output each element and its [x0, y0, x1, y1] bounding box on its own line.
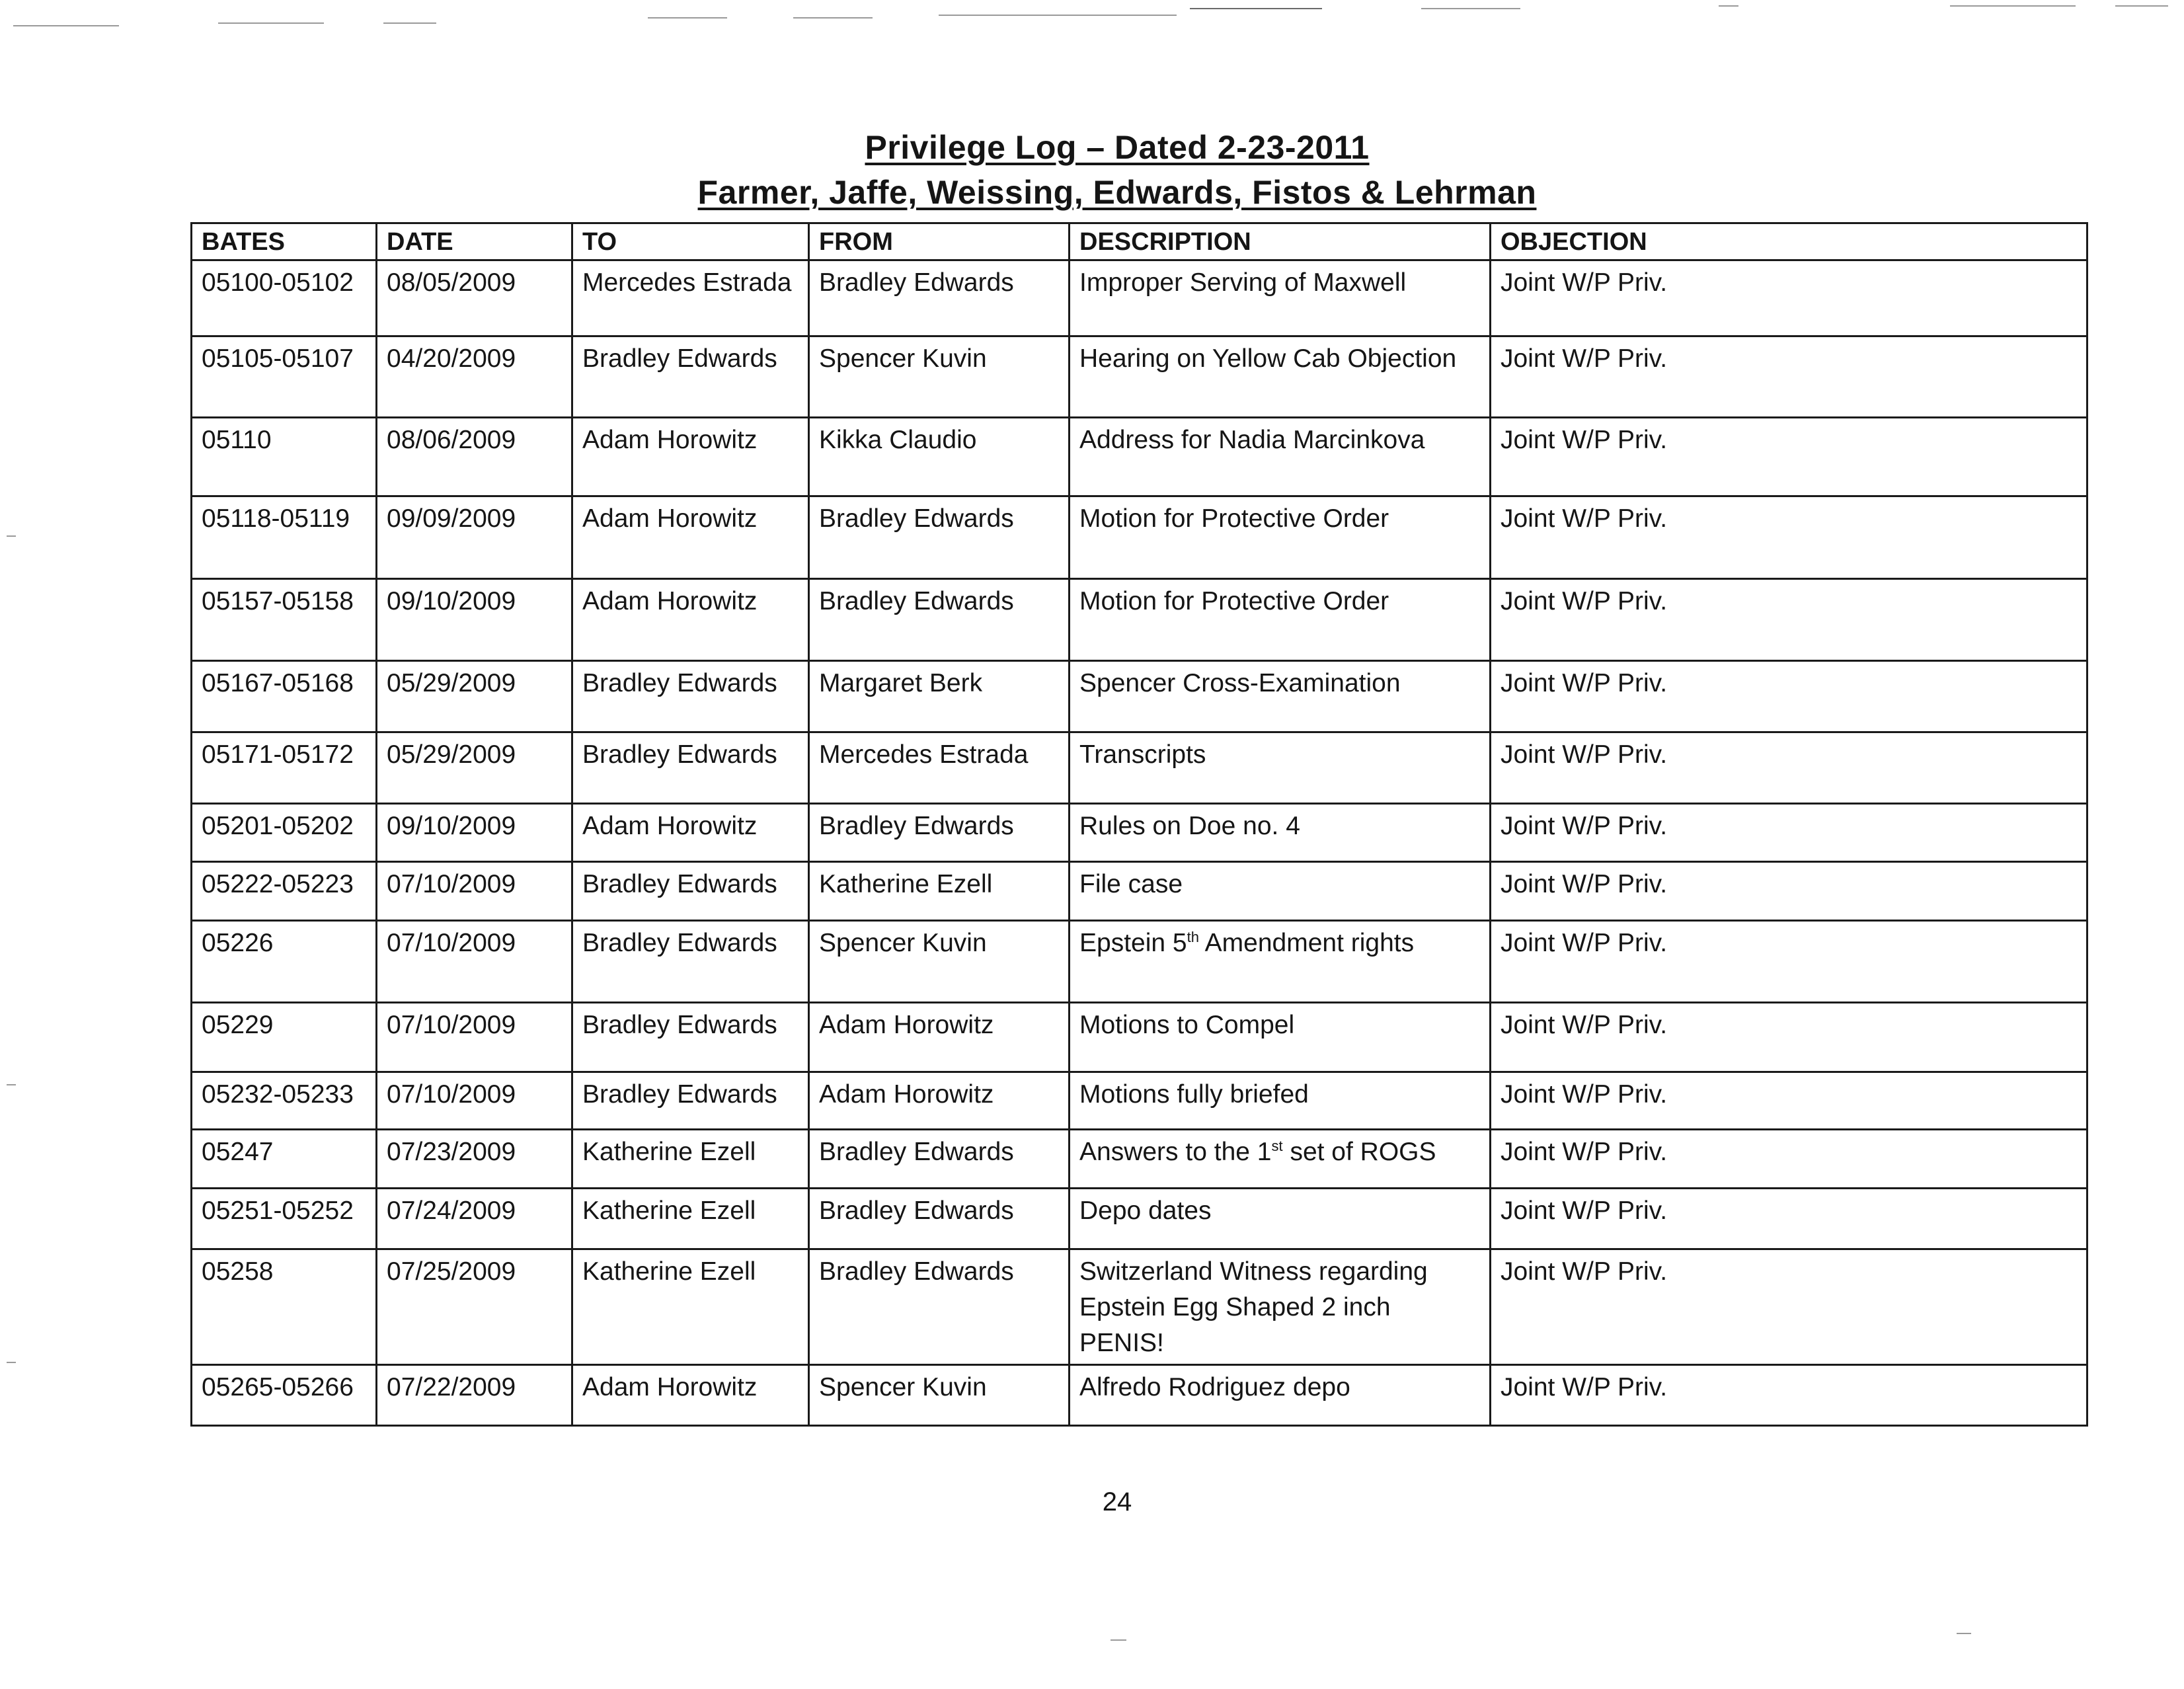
table-row [192, 496, 2087, 579]
cell-from: Bradley Edwards [809, 579, 1070, 661]
page-subtitle-text: Farmer, Jaffe, Weissing, Edwards, Fistos & Lehrman [697, 174, 1537, 211]
table-row [192, 921, 2087, 1003]
cell-from: Spencer Kuvin [809, 921, 1070, 1003]
cell-from: Bradley Edwards [809, 260, 1070, 336]
cell-bates: 05222-05223 [192, 862, 377, 921]
cell-to: Bradley Edwards [572, 1072, 809, 1130]
cell-to: Bradley Edwards [572, 1003, 809, 1072]
scan-artifact [13, 25, 119, 26]
cell-description: Transcripts [1070, 732, 1491, 804]
cell-to: Adam Horowitz [572, 496, 809, 579]
cell-objection: Joint W/P Priv. [1491, 862, 2087, 921]
cell-to: Mercedes Estrada [572, 260, 809, 336]
cell-bates: 05100-05102 [192, 260, 377, 336]
cell-to: Katherine Ezell [572, 1130, 809, 1189]
table-header-row [192, 223, 2087, 260]
cell-objection: Joint W/P Priv. [1491, 921, 2087, 1003]
cell-objection: Joint W/P Priv. [1491, 579, 2087, 661]
page-title [0, 127, 2184, 168]
cell-to: Adam Horowitz [572, 579, 809, 661]
page-title-text: Privilege Log – Dated 2-23-2011 [865, 129, 1370, 166]
column-header-bates: BATES [192, 223, 377, 260]
cell-objection: Joint W/P Priv. [1491, 661, 2087, 732]
scan-artifact [1950, 5, 2076, 7]
description-text-rest: Amendment rights [1198, 929, 1415, 957]
cell-bates: 05226 [192, 921, 377, 1003]
cell-description: Motions to Compel [1070, 1003, 1491, 1072]
cell-description: Spencer Cross-Examination [1070, 661, 1491, 732]
cell-from: Spencer Kuvin [809, 1365, 1070, 1426]
cell-description [1070, 1130, 1491, 1189]
cell-date: 09/10/2009 [377, 579, 572, 661]
table-row [192, 1130, 2087, 1189]
table-row [192, 804, 2087, 862]
scan-artifact [383, 22, 436, 24]
cell-to: Adam Horowitz [572, 1365, 809, 1426]
cell-to: Bradley Edwards [572, 661, 809, 732]
cell-bates: 05105-05107 [192, 336, 377, 418]
cell-objection: Joint W/P Priv. [1491, 1249, 2087, 1365]
scan-artifact [793, 17, 873, 19]
cell-description: Address for Nadia Marcinkova [1070, 418, 1491, 496]
cell-description [1070, 921, 1491, 1003]
description-text: Epstein 5 [1079, 929, 1187, 957]
cell-date: 05/29/2009 [377, 661, 572, 732]
scan-artifact [939, 15, 1177, 16]
cell-objection: Joint W/P Priv. [1491, 1072, 2087, 1130]
cell-bates: 05258 [192, 1249, 377, 1365]
cell-bates: 05251-05252 [192, 1189, 377, 1249]
cell-to: Bradley Edwards [572, 921, 809, 1003]
privilege-log-table [190, 222, 2088, 1427]
scan-artifact [1421, 8, 1520, 9]
cell-bates: 05157-05158 [192, 579, 377, 661]
cell-description: Motion for Protective Order [1070, 496, 1491, 579]
cell-bates: 05110 [192, 418, 377, 496]
cell-from: Katherine Ezell [809, 862, 1070, 921]
cell-date: 07/10/2009 [377, 1072, 572, 1130]
cell-date: 07/10/2009 [377, 921, 572, 1003]
cell-to: Bradley Edwards [572, 336, 809, 418]
table-row [192, 1249, 2087, 1365]
cell-from: Kikka Claudio [809, 418, 1070, 496]
scan-artifact [1190, 8, 1322, 9]
cell-from: Mercedes Estrada [809, 732, 1070, 804]
column-header-from: FROM [809, 223, 1070, 260]
cell-from: Adam Horowitz [809, 1003, 1070, 1072]
cell-date: 07/25/2009 [377, 1249, 572, 1365]
scan-artifact [7, 535, 16, 537]
cell-from: Margaret Berk [809, 661, 1070, 732]
table-row [192, 732, 2087, 804]
column-header-objection: OBJECTION [1491, 223, 2087, 260]
cell-description: Improper Serving of Maxwell [1070, 260, 1491, 336]
cell-to: Adam Horowitz [572, 804, 809, 862]
cell-bates: 05247 [192, 1130, 377, 1189]
column-header-to: TO [572, 223, 809, 260]
cell-date: 09/10/2009 [377, 804, 572, 862]
scan-artifact [1719, 5, 1738, 7]
scan-artifact [7, 1084, 16, 1085]
table-row [192, 1365, 2087, 1426]
cell-description: Depo dates [1070, 1189, 1491, 1249]
cell-to: Bradley Edwards [572, 732, 809, 804]
table-row [192, 862, 2087, 921]
cell-from: Bradley Edwards [809, 496, 1070, 579]
cell-objection: Joint W/P Priv. [1491, 1189, 2087, 1249]
table-row [192, 661, 2087, 732]
cell-description: Alfredo Rodriguez depo [1070, 1365, 1491, 1426]
description-text: Answers to the 1 [1079, 1138, 1272, 1166]
cell-from: Bradley Edwards [809, 804, 1070, 862]
cell-from: Bradley Edwards [809, 1130, 1070, 1189]
cell-to: Adam Horowitz [572, 418, 809, 496]
scan-artifact [218, 22, 324, 24]
cell-from: Bradley Edwards [809, 1249, 1070, 1365]
cell-bates: 05118-05119 [192, 496, 377, 579]
table-row [192, 579, 2087, 661]
cell-date: 07/10/2009 [377, 1003, 572, 1072]
cell-description: Motions fully briefed [1070, 1072, 1491, 1130]
cell-from: Bradley Edwards [809, 1189, 1070, 1249]
cell-date: 07/24/2009 [377, 1189, 572, 1249]
cell-date: 07/10/2009 [377, 862, 572, 921]
cell-description: Motion for Protective Order [1070, 579, 1491, 661]
description-superscript: th [1187, 929, 1199, 945]
cell-objection: Joint W/P Priv. [1491, 418, 2087, 496]
cell-bates: 05265-05266 [192, 1365, 377, 1426]
cell-description: Rules on Doe no. 4 [1070, 804, 1491, 862]
cell-bates: 05201-05202 [192, 804, 377, 862]
cell-description: Switzerland Witness regarding Epstein Egg Shaped 2 inch PENIS! [1070, 1249, 1491, 1365]
cell-bates: 05229 [192, 1003, 377, 1072]
cell-date: 09/09/2009 [377, 496, 572, 579]
scan-artifact [1111, 1639, 1126, 1641]
cell-bates: 05167-05168 [192, 661, 377, 732]
description-text-rest: set of ROGS [1282, 1138, 1436, 1166]
cell-from: Spencer Kuvin [809, 336, 1070, 418]
cell-objection: Joint W/P Priv. [1491, 1003, 2087, 1072]
scan-artifact [2115, 5, 2168, 7]
cell-date: 05/29/2009 [377, 732, 572, 804]
scan-artifact [1957, 1633, 1971, 1634]
cell-objection: Joint W/P Priv. [1491, 260, 2087, 336]
cell-bates: 05232-05233 [192, 1072, 377, 1130]
cell-date: 08/05/2009 [377, 260, 572, 336]
cell-from: Adam Horowitz [809, 1072, 1070, 1130]
cell-objection: Joint W/P Priv. [1491, 336, 2087, 418]
table-row [192, 336, 2087, 418]
cell-objection: Joint W/P Priv. [1491, 1365, 2087, 1426]
cell-date: 04/20/2009 [377, 336, 572, 418]
column-header-date: DATE [377, 223, 572, 260]
cell-bates: 05171-05172 [192, 732, 377, 804]
table-row [192, 260, 2087, 336]
table-row [192, 1072, 2087, 1130]
cell-date: 07/22/2009 [377, 1365, 572, 1426]
description-superscript: st [1271, 1138, 1283, 1154]
table-row [192, 418, 2087, 496]
cell-objection: Joint W/P Priv. [1491, 732, 2087, 804]
cell-date: 08/06/2009 [377, 418, 572, 496]
scan-artifact [7, 1362, 16, 1363]
page-number: 24 [1102, 1487, 1132, 1516]
cell-date: 07/23/2009 [377, 1130, 572, 1189]
table-row [192, 1189, 2087, 1249]
cell-objection: Joint W/P Priv. [1491, 804, 2087, 862]
cell-objection: Joint W/P Priv. [1491, 496, 2087, 579]
cell-to: Katherine Ezell [572, 1249, 809, 1365]
cell-description: Hearing on Yellow Cab Objection [1070, 336, 1491, 418]
table-row [192, 1003, 2087, 1072]
column-header-description: DESCRIPTION [1070, 223, 1491, 260]
cell-objection: Joint W/P Priv. [1491, 1130, 2087, 1189]
cell-to: Katherine Ezell [572, 1189, 809, 1249]
cell-description: File case [1070, 862, 1491, 921]
page-subtitle [0, 172, 2184, 213]
scan-artifact [648, 17, 727, 19]
cell-to: Bradley Edwards [572, 862, 809, 921]
